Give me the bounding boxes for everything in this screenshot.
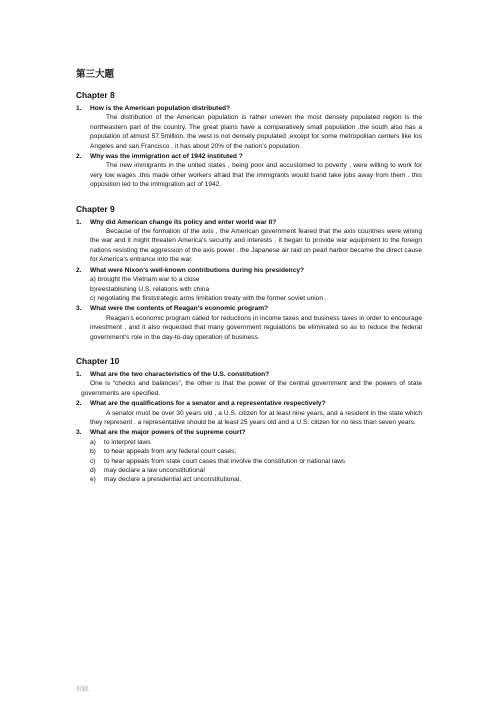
list-label: c): [90, 457, 96, 465]
question-number: 2.: [76, 153, 82, 161]
list-text: to hear appeals from any federal court cases;: [104, 448, 237, 456]
answer-text: One is “checks and balances”, the other is that the power of the central government and the powers of state governments are specified.: [81, 380, 422, 397]
answer-text: Because of the formation of the axis , the American government feared that the axis countries were wining the war and it might threaten America’s security and interests . it began to provide war equipment to the foreign nations resisting the aggression of the axis power . the Japanese air raid on pearl harbor became the direct cause for America’s entrance into the war.: [90, 228, 422, 264]
question: [76, 428, 422, 437]
answer-text: The distribution of the American population is rather uneven the most densely populated region is the northeastern part of the country. The great plains have a comparatively small population .the south also has a population of almost 57.5million. the west is not densely populated ,except for some metropolitan centers like los Angeles and san Francisco . it has about 20% of the nation’s population.: [90, 114, 422, 150]
list-item: c) negotiating the firststrategic arms limitation treaty with the former soviet union .: [90, 294, 327, 302]
question-text: What are the two characteristics of the U.S. constitution?: [90, 370, 270, 378]
chapter-heading: Chapter 9: [76, 203, 115, 214]
question-text: How is the American population distributed?: [90, 105, 231, 112]
list-item: [90, 457, 422, 466]
question-number: 3.: [76, 305, 82, 313]
question: [76, 399, 422, 408]
list-item: [90, 438, 422, 447]
question: [76, 370, 422, 379]
list-item: [90, 447, 422, 456]
list-label: b): [90, 448, 96, 456]
question: [76, 304, 422, 313]
question-number: 3.: [76, 429, 82, 437]
question: [76, 152, 422, 161]
question-number: 2.: [76, 266, 82, 274]
answer-list: [90, 275, 422, 303]
answer-text: Reagan’s economic program called for reductions in income taxes and business taxes in order to encourage investment , and it also requested that many government regulations be eliminated so as to reduce the federal government’s role in the day-to-day operation of business.: [90, 314, 422, 341]
list-label: a): [90, 438, 96, 446]
answer-text: The new immigrants in the united states , being poor and accustomed to poverty , were willing to work for very low wages .this made other workers afraid that the immigrants would lsand take jobs away from them . this opposition led to the immigration act of 1942.: [90, 162, 422, 189]
chapter-heading: Chapter 8: [76, 90, 115, 100]
question-number: 1.: [76, 370, 82, 378]
list-text: to hear appeals from state court cases that involve the constitution or national laws: [104, 457, 346, 465]
list-item: [90, 466, 422, 475]
question-text: Why was the immigration act of 1942 instituted ?: [90, 153, 243, 161]
list-text: may declare a presidential act unconstitutional.: [104, 476, 242, 484]
question-number: 1.: [76, 105, 82, 112]
list-label: d): [90, 467, 96, 474]
question-text: Why did American change its policy and enter world war II?: [90, 218, 277, 226]
list-item: a) brought the Vietnam war to a close: [90, 276, 200, 284]
question-number: 2.: [76, 400, 82, 408]
list-item: b)reestablishing U.S. relations with china: [90, 285, 210, 293]
question-text: What are the qualifications for a senator and a representative respectively?: [90, 400, 326, 408]
answer-list: [90, 438, 422, 485]
answer-text: A senator must be over 30 years old , a U.S. citizen for at least nine years, and a resident in the state which they represent . a representative should be at least 25 years old and a U.S. citizen for no less than seven years.: [90, 409, 422, 426]
question-text: What were Nixon’s well-known contributions during his presidency?: [90, 266, 305, 274]
question-text: What were the contents of Reagan’s economic program?: [90, 305, 269, 313]
list-text: to interpret laws: [104, 438, 151, 446]
question: [76, 218, 422, 227]
list-item: [90, 475, 422, 484]
page-footer: 页脚.: [76, 687, 90, 693]
chapter-heading: Chapter 10: [76, 355, 120, 366]
question-number: 1.: [76, 218, 82, 226]
question: [76, 104, 422, 113]
section-title: 第三大题: [76, 69, 115, 80]
question-text: What are the major powers of the supreme court?: [90, 429, 246, 437]
list-label: e): [90, 476, 96, 484]
document-content: [76, 66, 422, 485]
list-text: may declare a law unconstitutional: [104, 467, 205, 474]
question: [76, 266, 422, 275]
